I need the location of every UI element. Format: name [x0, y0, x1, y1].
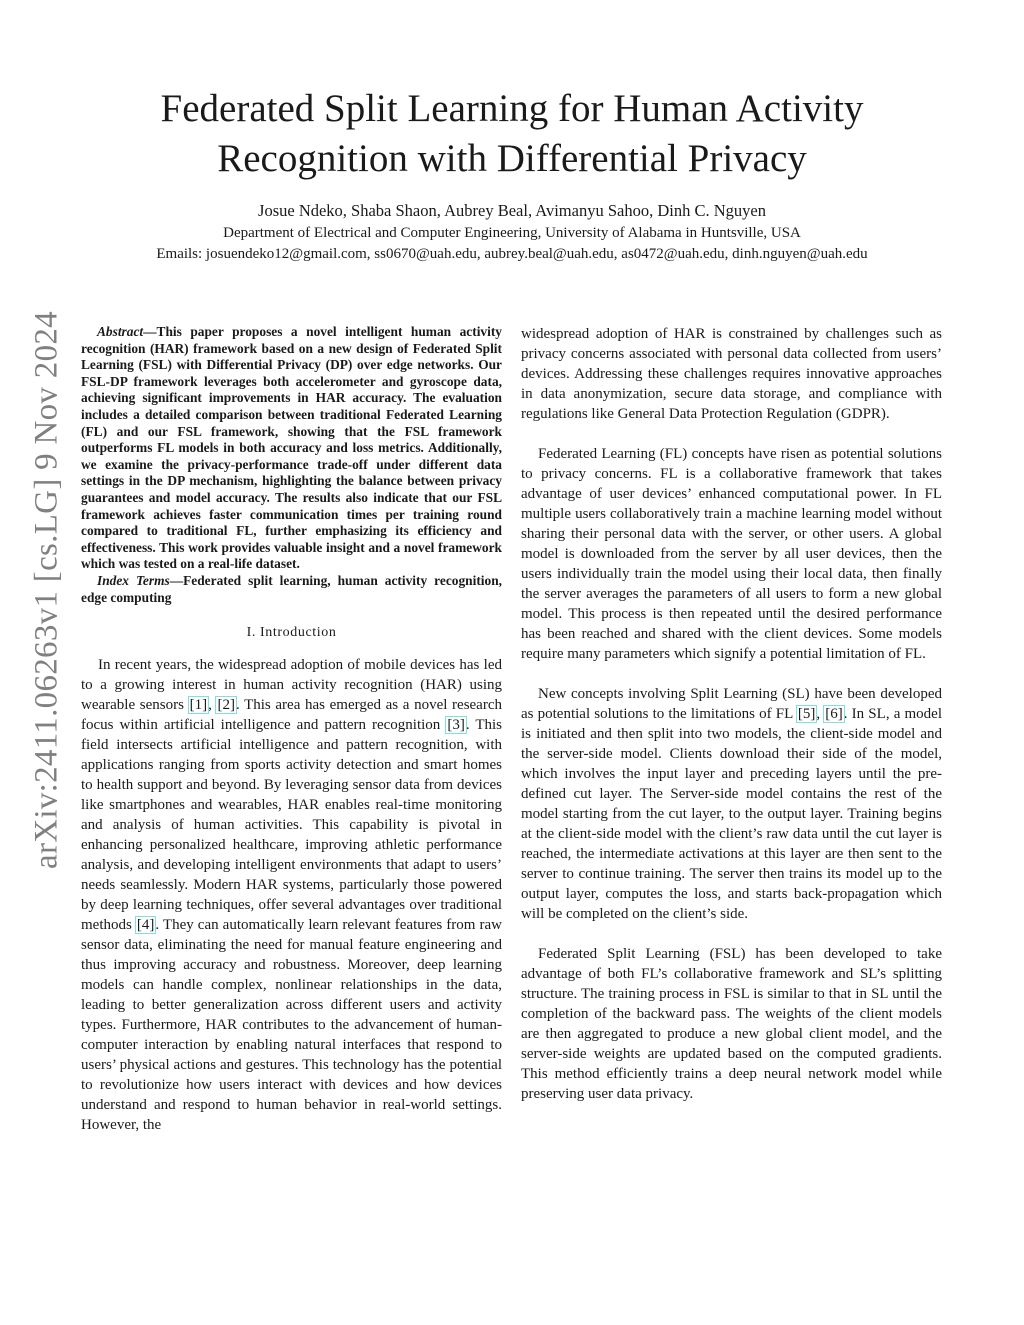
- abstract: [81, 324, 502, 573]
- intro-text: . This area has emerged as a novel research focus within artificial intelligence and pattern recognition: [81, 697, 502, 734]
- citation-link[interactable]: [3]: [447, 717, 465, 734]
- intro-paragraph-sl: [521, 684, 942, 924]
- intro-paragraph-continued: widespread adoption of HAR is constrained by challenges such as privacy concerns associated with personal data collected from users’ devices. Addressing these challenges requires innovative approaches in data anonymization, secure data storage, and compliance with regulations like General Data Protection Regulation (GDPR).: [521, 326, 942, 422]
- index-terms-label: Index Terms: [97, 572, 170, 588]
- intro-text: In recent years, the widespread adoption of mobile devices has led to a growing interest in human activity recognition (HAR) using wearable sensors: [81, 657, 502, 714]
- citation-link[interactable]: [2]: [217, 697, 235, 714]
- intro-paragraph-fl: Federated Learning (FL) concepts have risen as potential solutions to privacy concerns. FL is a collaborative framework that takes advantage of user devices’ enhanced computational power. In FL multiple users collaboratively train a machine learning model without sharing their personal data with the server, or other users. A global model is downloaded from the server by all user devices, then the users individually train the model using their local data, then finally the server averages the parameters of all users to form a new global model. This process is then repeated until the desired performance has been reached and shared with the client devices. Some models require many parameters which signify a potential limitation of FL.: [521, 446, 942, 662]
- title-line-2: Recognition with Differential Privacy: [217, 137, 807, 180]
- intro-text: . In SL, a model is initiated and then split into two models, the client-side model and the server-side model. Clients download their side of the model, which involves the input layer and preceding layers until the pre-defined cut layer. The Server-side model contains the rest of the model starting from the cut layer, to the output layer. Training begins at the client-side model with the client’s raw data until the cut layer is reached, the intermediate activations at this layer are then sent to the server to continue training. The server then trains its model up to the output layer, computes the loss, and starts back-propagation which will be completed on the client’s side.: [521, 706, 942, 922]
- index-terms: [81, 573, 502, 606]
- intro-paragraph-1: [81, 655, 502, 1135]
- author-list: Josue Ndeko, Shaba Shaon, Aubrey Beal, Avimanyu Sahoo, Dinh C. Nguyen: [258, 201, 766, 220]
- left-column: [81, 324, 502, 1135]
- email-list: Emails: josuendeko12@gmail.com, ss0670@uah.edu, aubrey.beal@uah.edu, as0472@uah.edu, dinh.nguyen@uah.edu: [156, 246, 868, 262]
- intro-text: ,: [208, 697, 217, 714]
- citation-link[interactable]: [1]: [189, 697, 208, 714]
- abstract-text: —This paper proposes a novel intelligent human activity recognition (HAR) framework based on a new design of Federated Split Learning (FSL) with Differential Privacy (DP) over edge networks. Our FSL-DP framework leverages both accelerometer and gyroscope data, achieving significant improvements in HAR accuracy. The evaluation includes a detailed comparison between traditional Federated Learning (FL) and our FSL framework, showing that the FSL framework outperforms FL models in both accuracy and loss metrics. Additionally, we examine the privacy-performance trade-off under different data settings in the DP mechanism, highlighting the balance between privacy guarantees and model accuracy. The results also indicate that our FSL framework achieves faster communication times per training round compared to traditional FL, further emphasizing its efficiency and effectiveness. This work provides valuable insight and a novel framework which was tested on a real-life dataset.: [81, 324, 502, 572]
- intro-text: . They can automatically learn relevant features from raw sensor data, eliminating the need for manual feature engineering and thus improving accuracy and robustness. Moreover, deep learning models can handle complex, nonlinear relationships in the data, leading to better generalization across different users and activity types. Furthermore, HAR contributes to the advancement of human-computer interaction by enabling natural interfaces that respond to users’ physical actions and gestures. This technology has the potential to revolutionize how users interact with devices and how devices understand and respond to human behavior in real-world settings. However, the: [81, 917, 502, 1134]
- title-line-1: Federated Split Learning for Human Activity: [160, 87, 864, 130]
- intro-text: New concepts involving Split Learning (SL) have been developed as potential solutions to the limitations of FL: [521, 686, 942, 722]
- index-terms-text: —Federated split learning, human activity recognition, edge computing: [81, 572, 502, 605]
- abstract-label: Abstract: [97, 324, 144, 339]
- citation-link[interactable]: [6]: [825, 706, 843, 722]
- intro-text: ,: [816, 706, 825, 722]
- affiliation: Department of Electrical and Computer Engineering, University of Alabama in Huntsville, USA: [223, 225, 801, 241]
- citation-link[interactable]: [4]: [136, 917, 155, 934]
- paper-title: [0, 84, 1024, 184]
- intro-paragraph-fsl: Federated Split Learning (FSL) has been developed to take advantage of both FL’s collaborative framework and SL’s splitting structure. The training process in FSL is similar to that in SL until the completion of the backward pass. The weights of the client models are then aggregated to produce a new global client model, and the server-side weights are updated based on the computed gradients. This method efficiently trains a deep neural network model while preserving user data privacy.: [521, 946, 942, 1102]
- section-heading: I. Introduction: [246, 625, 337, 641]
- citation-link[interactable]: [5]: [797, 706, 816, 722]
- intro-text: . This field intersects artificial intelligence and pattern recognition, with applications ranging from sports activity detection and smart homes to health support and beyond. By leveraging sensor data from devices like smartphones and wearables, HAR enables real-time monitoring and analysis of human activities. This capability is pivotal in enhancing personalized healthcare, improving athletic performance analysis, and developing intelligent environments that adapt to users’ needs seamlessly. Modern HAR systems, particularly those powered by deep learning techniques, offer several advantages over traditional methods: [81, 717, 502, 934]
- right-column: [521, 324, 942, 1104]
- arxiv-identifier: arXiv:2411.06263v1 [cs.LG] 9 Nov 2024: [28, 311, 65, 869]
